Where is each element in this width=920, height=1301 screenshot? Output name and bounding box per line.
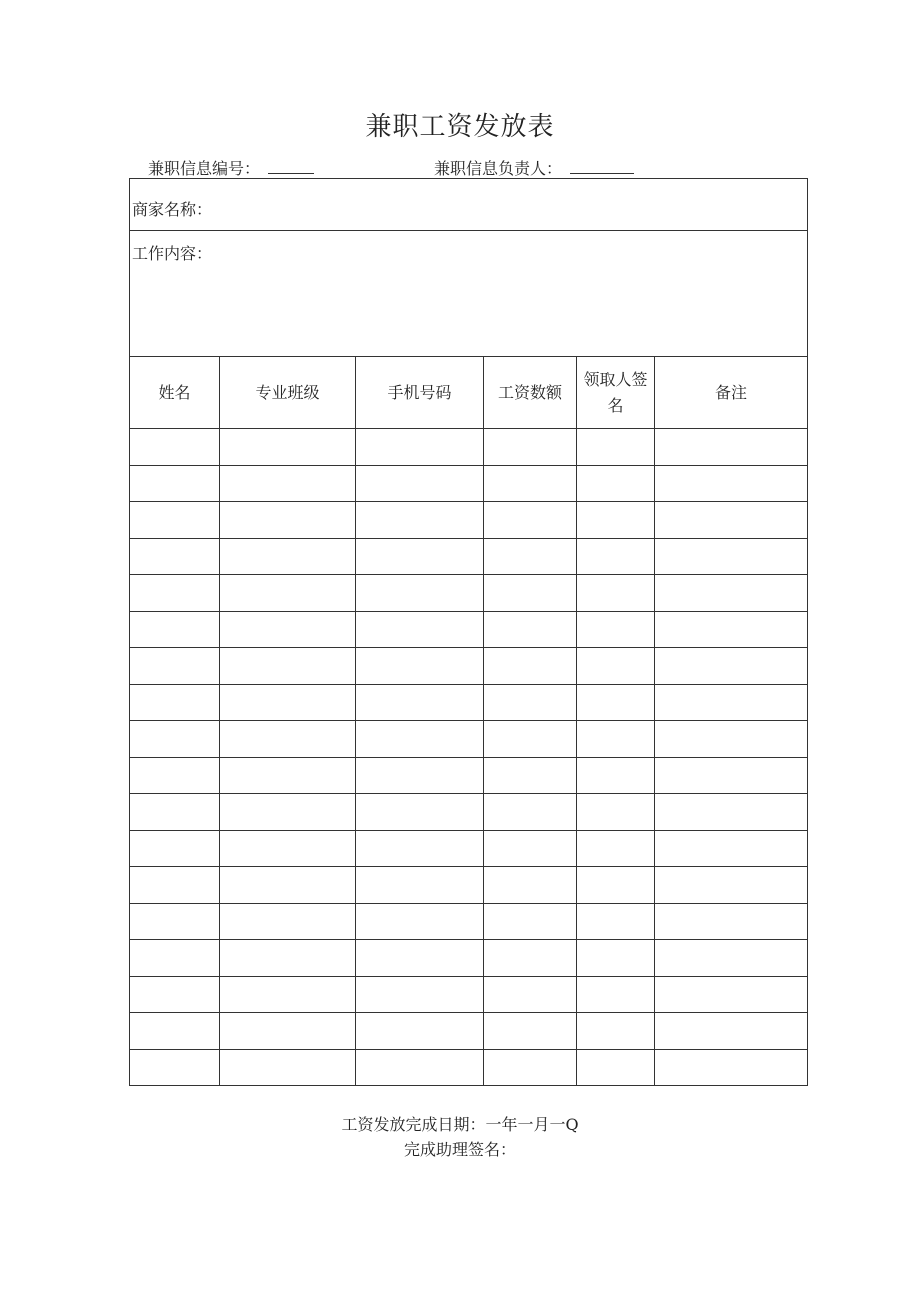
table-row [130, 757, 808, 794]
wage-amount-cell[interactable] [484, 429, 577, 466]
info-number-blank[interactable] [268, 159, 314, 174]
name-cell[interactable] [130, 429, 220, 466]
major-class-cell[interactable] [220, 611, 356, 648]
table-row [130, 903, 808, 940]
name-cell[interactable] [130, 903, 220, 940]
wage-amount-cell[interactable] [484, 721, 577, 758]
phone-cell[interactable] [356, 429, 484, 466]
signature-cell[interactable] [577, 830, 655, 867]
wage-amount-cell[interactable] [484, 794, 577, 831]
table-row [130, 721, 808, 758]
phone-cell[interactable] [356, 502, 484, 539]
name-cell[interactable] [130, 465, 220, 502]
wage-amount-cell[interactable] [484, 648, 577, 685]
signature-cell[interactable] [577, 502, 655, 539]
column-header-major-class: 专业班级 [220, 357, 356, 429]
responsible-label: 兼职信息负责人： [434, 159, 563, 178]
column-header-wage-amount: 工资数额 [484, 357, 577, 429]
phone-cell[interactable] [356, 465, 484, 502]
merchant-name-label: 商家名称： [132, 200, 213, 219]
major-class-cell[interactable] [220, 648, 356, 685]
major-class-cell[interactable] [220, 429, 356, 466]
column-header-name: 姓名 [130, 357, 220, 429]
info-number-label: 兼职信息编号： [148, 159, 261, 178]
wage-amount-cell[interactable] [484, 1049, 577, 1086]
signature-cell[interactable] [577, 903, 655, 940]
remarks-cell[interactable] [655, 684, 808, 721]
wage-amount-cell[interactable] [484, 903, 577, 940]
remarks-cell[interactable] [655, 794, 808, 831]
phone-cell[interactable] [356, 794, 484, 831]
major-class-cell[interactable] [220, 830, 356, 867]
phone-cell[interactable] [356, 903, 484, 940]
column-header-recipient-signature: 领取人签名 [577, 357, 655, 429]
remarks-cell[interactable] [655, 648, 808, 685]
major-class-cell[interactable] [220, 794, 356, 831]
wage-amount-cell[interactable] [484, 575, 577, 612]
name-cell[interactable] [130, 940, 220, 977]
name-cell[interactable] [130, 648, 220, 685]
table-row [130, 538, 808, 575]
assistant-signature-line: 完成助理签名： [403, 1140, 516, 1159]
wage-amount-cell[interactable] [484, 538, 577, 575]
wage-amount-cell[interactable] [484, 502, 577, 539]
wage-amount-cell[interactable] [484, 684, 577, 721]
phone-cell[interactable] [356, 867, 484, 904]
phone-cell[interactable] [356, 611, 484, 648]
wage-amount-cell[interactable] [484, 757, 577, 794]
phone-cell[interactable] [356, 575, 484, 612]
name-cell[interactable] [130, 721, 220, 758]
responsible-line [434, 156, 634, 179]
name-cell[interactable] [130, 1049, 220, 1086]
major-class-cell[interactable] [220, 940, 356, 977]
major-class-cell[interactable] [220, 684, 356, 721]
major-class-cell[interactable] [220, 1049, 356, 1086]
table-row [130, 465, 808, 502]
info-number-line [148, 156, 314, 179]
signature-cell[interactable] [577, 757, 655, 794]
table-header-row [130, 357, 808, 429]
name-cell[interactable] [130, 611, 220, 648]
wage-amount-cell[interactable] [484, 940, 577, 977]
name-cell[interactable] [130, 830, 220, 867]
signature-cell[interactable] [577, 429, 655, 466]
signature-cell[interactable] [577, 867, 655, 904]
signature-cell[interactable] [577, 1049, 655, 1086]
responsible-blank[interactable] [570, 159, 634, 174]
remarks-cell[interactable] [655, 721, 808, 758]
table-row [130, 940, 808, 977]
signature-cell[interactable] [577, 940, 655, 977]
phone-cell[interactable] [356, 684, 484, 721]
completion-date-line: 工资发放完成日期：一年一月一Q [341, 1115, 579, 1134]
remarks-cell[interactable] [655, 757, 808, 794]
table-row [130, 1013, 808, 1050]
name-cell[interactable] [130, 794, 220, 831]
wage-amount-cell[interactable] [484, 465, 577, 502]
table-row [130, 611, 808, 648]
name-cell[interactable] [130, 575, 220, 612]
signature-cell[interactable] [577, 976, 655, 1013]
name-cell[interactable] [130, 976, 220, 1013]
signature-cell[interactable] [577, 465, 655, 502]
major-class-cell[interactable] [220, 903, 356, 940]
table-row [130, 1049, 808, 1086]
remarks-cell[interactable] [655, 830, 808, 867]
remarks-cell[interactable] [655, 1013, 808, 1050]
table-row [130, 684, 808, 721]
major-class-cell[interactable] [220, 1013, 356, 1050]
phone-cell[interactable] [356, 538, 484, 575]
major-class-cell[interactable] [220, 867, 356, 904]
name-cell[interactable] [130, 1013, 220, 1050]
remarks-cell[interactable] [655, 429, 808, 466]
remarks-cell[interactable] [655, 867, 808, 904]
phone-cell[interactable] [356, 1013, 484, 1050]
remarks-cell[interactable] [655, 575, 808, 612]
wage-amount-cell[interactable] [484, 1013, 577, 1050]
remarks-cell[interactable] [655, 465, 808, 502]
major-class-cell[interactable] [220, 502, 356, 539]
phone-cell[interactable] [356, 940, 484, 977]
signature-cell[interactable] [577, 611, 655, 648]
remarks-cell[interactable] [655, 903, 808, 940]
table-row [130, 830, 808, 867]
phone-cell[interactable] [356, 757, 484, 794]
major-class-cell[interactable] [220, 575, 356, 612]
merchant-name-field[interactable] [130, 179, 808, 231]
remarks-cell[interactable] [655, 502, 808, 539]
remarks-cell[interactable] [655, 538, 808, 575]
major-class-cell[interactable] [220, 538, 356, 575]
signature-cell[interactable] [577, 684, 655, 721]
column-header-remarks: 备注 [655, 357, 808, 429]
table-row [130, 794, 808, 831]
name-cell[interactable] [130, 538, 220, 575]
wage-amount-cell[interactable] [484, 611, 577, 648]
page-title: 兼职工资发放表 [365, 112, 555, 142]
work-content-field[interactable] [130, 231, 808, 357]
signature-cell[interactable] [577, 648, 655, 685]
major-class-cell[interactable] [220, 721, 356, 758]
signature-cell[interactable] [577, 721, 655, 758]
work-content-label: 工作内容： [132, 244, 213, 263]
wage-amount-cell[interactable] [484, 867, 577, 904]
name-cell[interactable] [130, 867, 220, 904]
name-cell[interactable] [130, 757, 220, 794]
wage-amount-cell[interactable] [484, 830, 577, 867]
phone-cell[interactable] [356, 1049, 484, 1086]
table-row [130, 867, 808, 904]
major-class-cell[interactable] [220, 976, 356, 1013]
signature-cell[interactable] [577, 538, 655, 575]
remarks-cell[interactable] [655, 976, 808, 1013]
table-row [130, 502, 808, 539]
table-row [130, 976, 808, 1013]
signature-cell[interactable] [577, 1013, 655, 1050]
table-row [130, 575, 808, 612]
remarks-cell[interactable] [655, 1049, 808, 1086]
table-row [130, 429, 808, 466]
name-cell[interactable] [130, 502, 220, 539]
major-class-cell[interactable] [220, 465, 356, 502]
signature-cell[interactable] [577, 794, 655, 831]
phone-cell[interactable] [356, 648, 484, 685]
payroll-table [129, 178, 808, 1086]
wage-amount-cell[interactable] [484, 976, 577, 1013]
phone-cell[interactable] [356, 830, 484, 867]
name-cell[interactable] [130, 684, 220, 721]
signature-cell[interactable] [577, 575, 655, 612]
major-class-cell[interactable] [220, 757, 356, 794]
phone-cell[interactable] [356, 721, 484, 758]
remarks-cell[interactable] [655, 940, 808, 977]
table-row [130, 648, 808, 685]
remarks-cell[interactable] [655, 611, 808, 648]
column-header-phone: 手机号码 [356, 357, 484, 429]
phone-cell[interactable] [356, 976, 484, 1013]
